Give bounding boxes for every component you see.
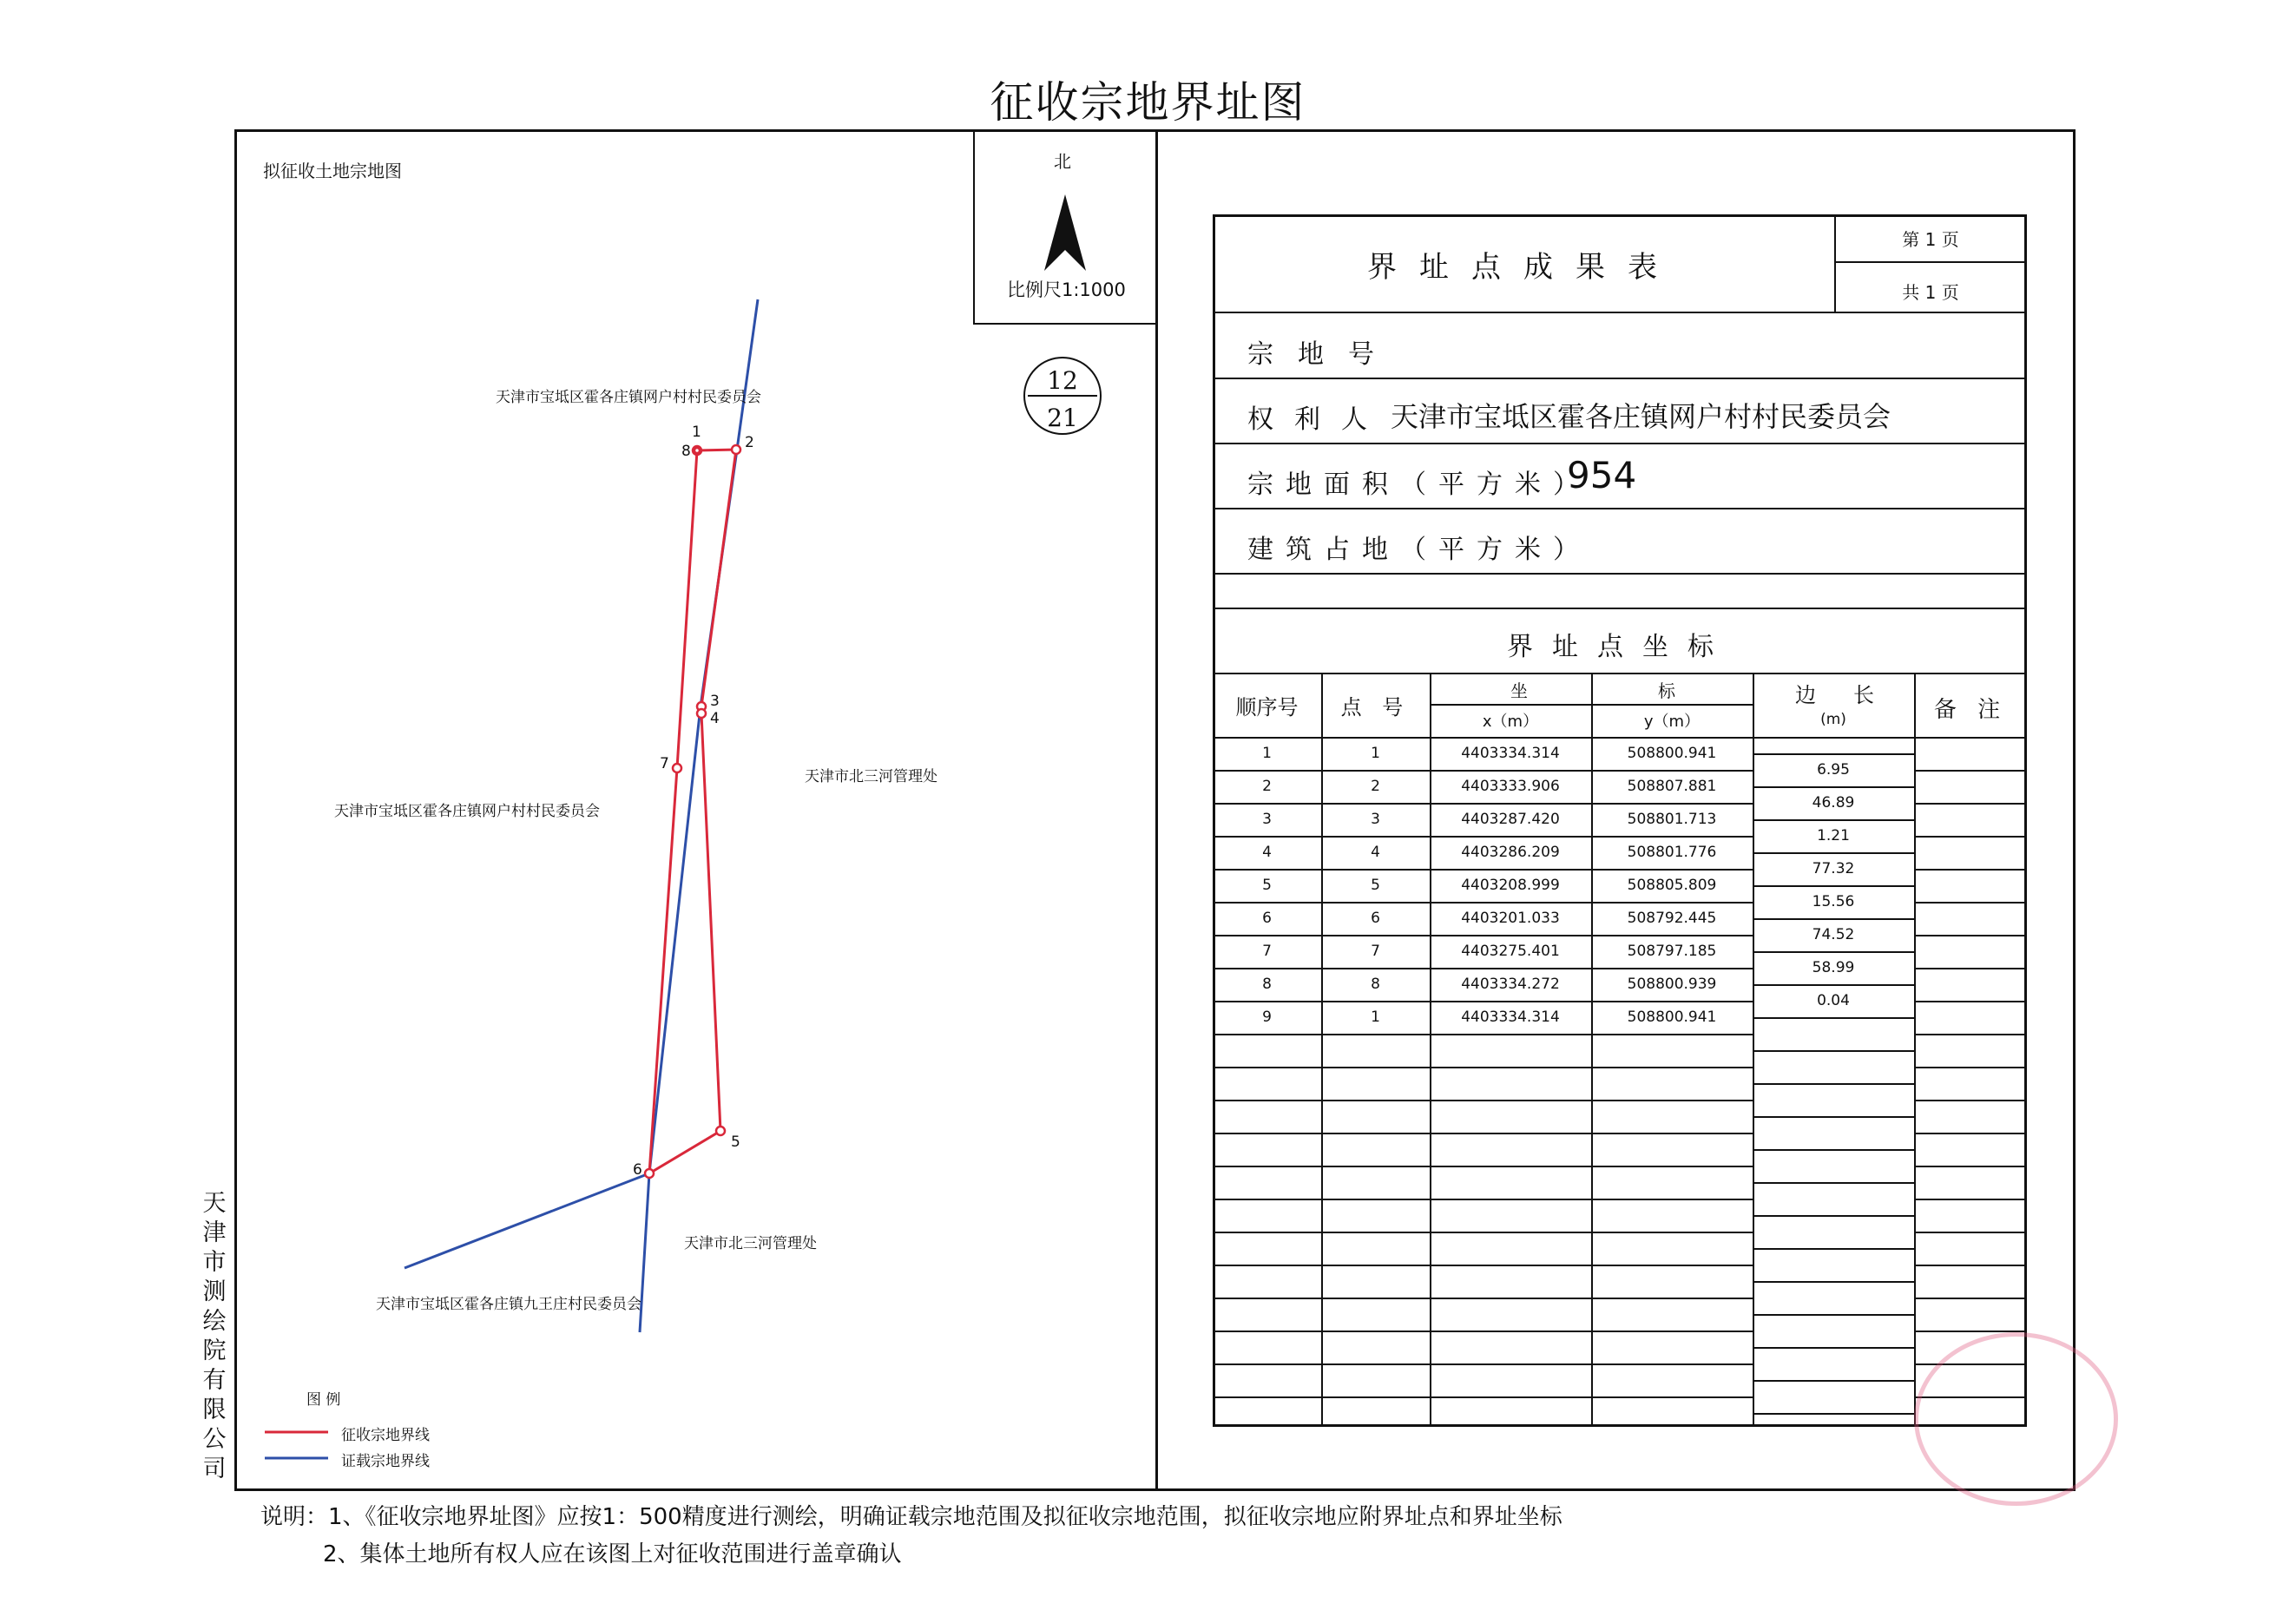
side-length-line [1753,1380,1914,1382]
table-row-line [1213,1265,1753,1266]
table-column-line [1914,673,1916,1427]
row-5-seq: 5 [1262,877,1272,894]
boundary-point-2 [732,445,740,454]
table-row-line [1213,1232,1753,1233]
row-1-y: 508800.941 [1627,745,1717,762]
header-side-unit: (m) [1820,711,1846,728]
side-length-3-4: 1.21 [1817,827,1850,844]
legend-red-label: 征收宗地界线 [341,1427,430,1444]
side-length-5-6: 15.56 [1812,893,1855,910]
side-length-line [1753,1248,1914,1250]
side-length-line [1753,1215,1914,1217]
table-row-line [1914,902,2027,903]
header-seq: 顺序号 [1235,695,1299,720]
row-1-point: 1 [1371,745,1380,762]
table-row-line [1914,1265,2027,1266]
side-length-line [1753,1050,1914,1052]
side-length-7-8: 58.99 [1812,959,1855,976]
company-name: 天津市测绘院有限公司 [202,1190,227,1482]
row-2-point: 2 [1371,778,1380,795]
row-7-seq: 7 [1262,943,1272,960]
side-length-line [1753,1314,1914,1316]
side-length-line [1753,1017,1914,1019]
note-2: 2、集体土地所有权人应在该图上对征收范围进行盖章确认 [323,1541,902,1567]
row-3-x: 4403287.420 [1461,811,1560,828]
side-length-1-2: 6.95 [1817,761,1850,779]
table-row-line [1914,1034,2027,1035]
table-row-line [1213,1199,1753,1200]
table-row-line [1213,1396,1753,1398]
row-7-point: 7 [1371,943,1380,960]
table-title: 界址点成果表 [1367,250,1680,285]
table-row-line [1213,1133,1753,1134]
row-8-point: 8 [1371,976,1380,993]
table-row-line [1914,1166,2027,1167]
side-length-4-5: 77.32 [1812,860,1855,877]
southwest-owner-label: 天津市宝坻区霍各庄镇九王庄村民委员会 [376,1296,641,1313]
row-5-y: 508805.809 [1627,877,1717,894]
area-value: 954 [1567,454,1637,496]
header-coord-a: 坐 [1510,680,1528,701]
point-label-6: 6 [633,1161,642,1179]
side-length-6-7: 74.52 [1812,926,1855,943]
north-label: 北 [1054,151,1071,172]
row-2-x: 4403333.906 [1461,778,1560,795]
area-label: 宗地面积（平方米） [1247,470,1591,500]
seal-stamp [1914,1332,2118,1506]
table-row-line [1213,1331,1753,1332]
row-4-point: 4 [1371,844,1380,861]
header-side-b: 长 [1853,683,1874,707]
table-row-line [1914,836,2027,838]
row-7-y: 508797.185 [1627,943,1717,960]
row-2-seq: 2 [1262,778,1272,795]
header-point: 点 号 [1340,695,1411,720]
sheet-number-bottom: 21 [1047,404,1078,432]
owner-value: 天津市宝坻区霍各庄镇网户村村民委员会 [1391,400,1891,433]
side-length-line [1753,1083,1914,1085]
row-2-y: 508807.881 [1627,778,1717,795]
header-remark: 备 注 [1933,697,2008,723]
row-3-y: 508801.713 [1627,811,1717,828]
page-title: 征收宗地界址图 [990,77,1306,128]
table-row-line [1914,1298,2027,1299]
point-label-1: 1 [692,424,701,441]
building-area-label: 建筑占地（平方米） [1247,535,1591,565]
table-row-line [1914,770,2027,772]
point-label-7: 7 [660,755,669,772]
sheet-number-top: 12 [1047,366,1078,395]
table-row-line [1213,1166,1753,1167]
row-1-seq: 1 [1262,745,1272,762]
row-9-y: 508800.941 [1627,1009,1717,1026]
row-5-point: 5 [1371,877,1380,894]
row-9-point: 1 [1371,1009,1380,1026]
legend-blue-label: 证载宗地界线 [341,1453,430,1470]
point-label-3: 3 [710,693,720,710]
north-owner-label: 天津市宝坻区霍各庄镇网户村村民委员会 [496,389,761,406]
header-coord-b: 标 [1658,680,1675,701]
east-owner-label-2: 天津市北三河管理处 [684,1235,817,1252]
point-label-8: 8 [681,443,691,460]
row-6-seq: 6 [1262,910,1272,927]
table-row-line [1914,803,2027,805]
row-9-x: 4403334.314 [1461,1009,1560,1026]
row-3-seq: 3 [1262,811,1272,828]
coords-title: 界址点坐标 [1507,632,1733,662]
west-owner-label: 天津市宝坻区霍各庄镇网户村村民委员会 [334,803,600,820]
row-3-point: 3 [1371,811,1380,828]
table-row-line [1213,1034,1753,1035]
certified-boundary-line-sw [405,1173,649,1268]
point-label-5: 5 [731,1133,740,1151]
header-side-a: 边 [1795,683,1816,707]
row-8-y: 508800.939 [1627,976,1717,993]
parcel-map [0,0,1163,1493]
table-row-line [1914,1199,2027,1200]
parcel-no-label: 宗地号 [1247,339,1398,370]
point-label-2: 2 [745,434,754,451]
side-length-line [1753,1182,1914,1184]
table-row-line [1213,1298,1753,1299]
table-row-line [1914,1100,2027,1101]
boundary-point-4 [697,709,706,718]
boundary-point-7 [673,764,681,772]
boundary-point-6 [645,1169,654,1178]
row-6-point: 6 [1371,910,1380,927]
row-4-y: 508801.776 [1627,844,1717,861]
side-length-line [1753,1281,1914,1283]
boundary-point-5 [716,1127,725,1135]
side-length-line [1753,1116,1914,1118]
row-9-seq: 9 [1262,1009,1272,1026]
row-7-x: 4403275.401 [1461,943,1560,960]
scale-label: 比例尺1:1000 [1007,279,1126,300]
table-row-line [1914,968,2027,969]
owner-label: 权利人 [1247,404,1388,435]
table-row-line [1914,1133,2027,1134]
page-number: 第 1 页 [1902,229,1959,250]
note-1: 说明：1、《征收宗地界址图》应按1：500精度进行测绘，明确证载宗地范围及拟征收宗地范围，拟征收宗地应附界址点和界址坐标 [260,1504,1562,1530]
row-4-x: 4403286.209 [1461,844,1560,861]
row-4-seq: 4 [1262,844,1272,861]
table-row-line [1914,1232,2027,1233]
row-8-seq: 8 [1262,976,1272,993]
side-length-2-3: 46.89 [1812,794,1855,812]
side-length-line [1753,1413,1914,1415]
table-row-line [1213,1100,1753,1101]
table-row-line [1914,935,2027,936]
side-length-line [1753,1149,1914,1151]
point-label-4: 4 [710,710,720,727]
table-row-line [1914,1001,2027,1002]
table-row-line [1914,1067,2027,1068]
header-x: x（m） [1482,713,1539,731]
table-row-line [1213,1067,1753,1068]
side-length-8-1: 0.04 [1817,992,1850,1009]
map-caption: 拟征收土地宗地图 [263,161,402,181]
table-row-line [1914,869,2027,871]
page-total: 共 1 页 [1902,282,1959,303]
row-5-x: 4403208.999 [1461,877,1560,894]
legend-title: 图 例 [306,1391,341,1409]
row-6-y: 508792.445 [1627,910,1717,927]
boundary-point-8 [694,448,700,453]
header-y: y（m） [1643,713,1701,731]
row-8-x: 4403334.272 [1461,976,1560,993]
east-owner-label-1: 天津市北三河管理处 [805,768,937,785]
row-6-x: 4403201.033 [1461,910,1560,927]
table-row-line [1213,1363,1753,1365]
side-length-line [1753,1347,1914,1349]
row-1-x: 4403334.314 [1461,745,1560,762]
